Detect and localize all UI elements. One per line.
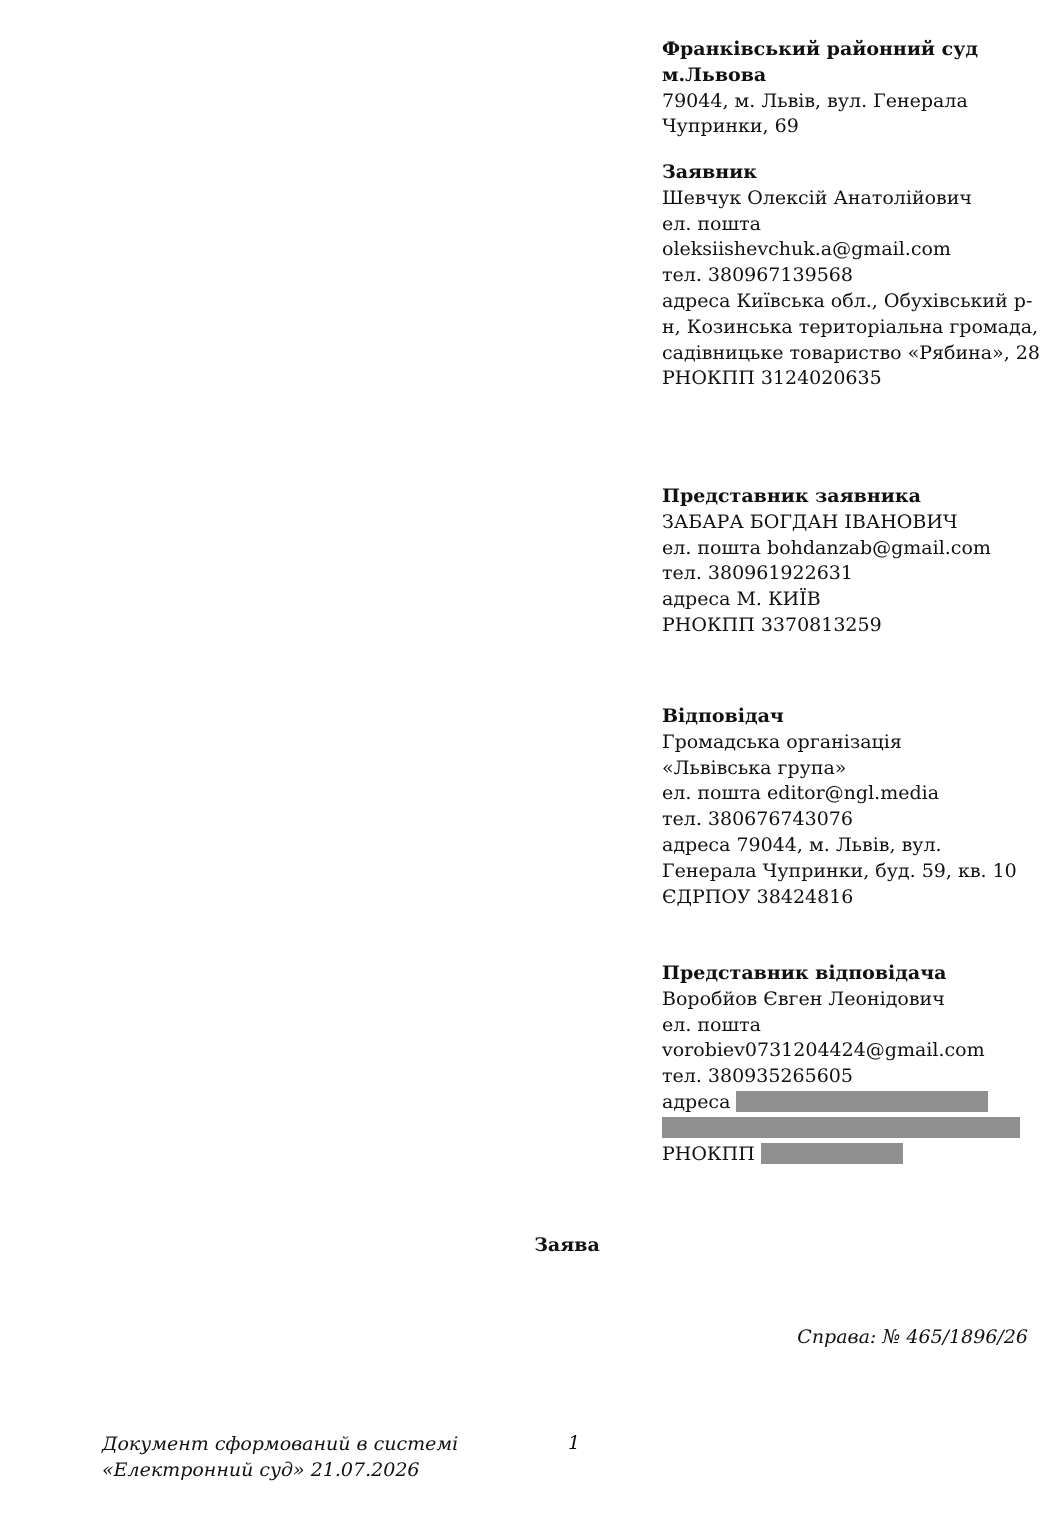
footer-line-1: Документ сформований в системі <box>102 1433 459 1455</box>
respondent-edrpou: ЄДРПОУ 38424816 <box>662 885 854 908</box>
respondent-address: адреса 79044, м. Львів, вул. Генерала Чупринки, буд. 59, кв. 10 <box>662 833 1017 882</box>
respondent-representative-tax-id-label: РНОКПП <box>662 1142 755 1165</box>
respondent-representative-block <box>662 961 1042 1167</box>
redaction-bar <box>736 1091 988 1112</box>
applicant-representative-heading: Представник заявника <box>662 485 921 507</box>
footer-note <box>102 1432 458 1484</box>
respondent-representative-address-cont <box>662 1116 1042 1142</box>
applicant-email: oleksiishevchuk.a@gmail.com <box>662 238 951 261</box>
respondent-phone: тел. 380676743076 <box>662 808 853 831</box>
footer-line-2: «Електронний суд» 21.07.2026 <box>102 1458 420 1481</box>
respondent-representative-email: vorobiev0731204424@gmail.com <box>662 1039 985 1062</box>
case-number: Справа: № 465/1896/26 <box>797 1326 1028 1348</box>
court-title: Франківський районний суд м.Львова <box>662 38 979 86</box>
respondent-heading: Відповідач <box>662 705 784 727</box>
respondent-representative-address-label: адреса <box>662 1090 731 1113</box>
respondent-representative-heading: Представник відповідача <box>662 962 947 984</box>
respondent-name: Громадська організація «Львівська група» <box>662 730 902 779</box>
applicant-representative-name: ЗАБАРА БОГДАН ІВАНОВИЧ <box>662 510 958 533</box>
applicant-representative-block <box>662 484 1042 639</box>
applicant-representative-phone: тел. 380961922631 <box>662 562 853 585</box>
applicant-email-label: ел. пошта <box>662 212 761 235</box>
respondent-representative-name: Воробйов Євген Леонідович <box>662 987 945 1010</box>
respondent-block <box>662 704 1042 910</box>
applicant-heading: Заявник <box>662 161 757 183</box>
applicant-representative-address: адреса М. КИЇВ <box>662 588 821 611</box>
applicant-representative-tax-id: РНОКПП 3370813259 <box>662 613 882 636</box>
respondent-representative-email-label: ел. пошта <box>662 1013 761 1036</box>
applicant-name: Шевчук Олексій Анатолійович <box>662 186 972 209</box>
applicant-block <box>662 160 1042 392</box>
applicant-address: адреса Київська обл., Обухівський р-н, Козинська територіальна громада, садівницьке товариство «Рябина», 28 <box>662 289 1040 364</box>
applicant-tax-id: РНОКПП 3124020635 <box>662 367 882 390</box>
applicant-phone: тел. 380967139568 <box>662 264 853 287</box>
redaction-bar <box>662 1117 1020 1138</box>
applicant-representative-email: ел. пошта bohdanzab@gmail.com <box>662 536 991 559</box>
court-address: 79044, м. Львів, вул. Генерала Чупринки, 69 <box>662 89 968 138</box>
court-block <box>662 37 1042 140</box>
page-number: 1 <box>568 1432 581 1454</box>
respondent-representative-address <box>662 1090 1042 1116</box>
respondent-representative-tax-id <box>662 1142 1042 1168</box>
respondent-email: ел. пошта editor@ngl.media <box>662 782 940 805</box>
redaction-bar <box>761 1143 903 1164</box>
document-title: Заява <box>534 1234 600 1256</box>
respondent-representative-phone: тел. 380935265605 <box>662 1065 853 1088</box>
